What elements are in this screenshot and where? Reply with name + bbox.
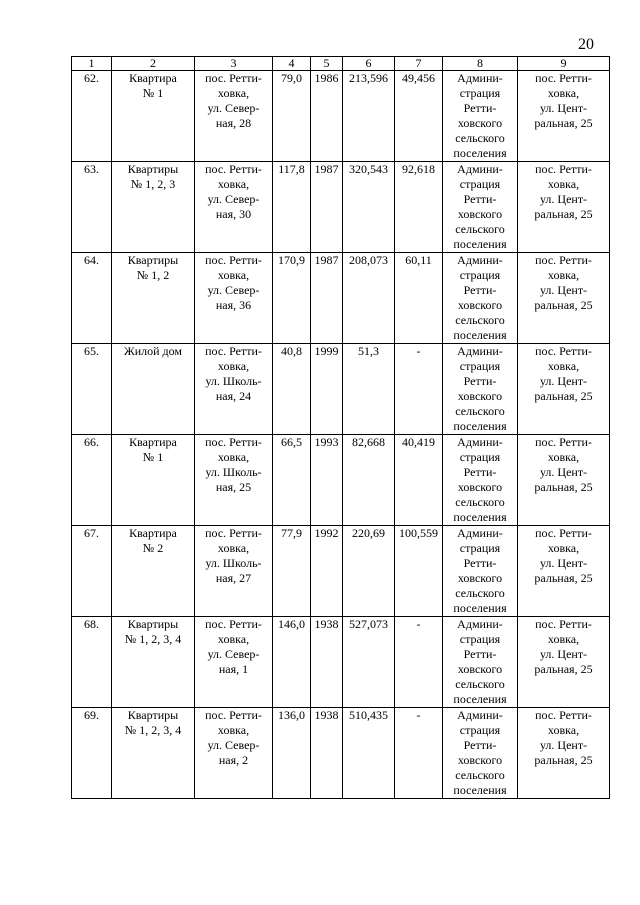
owner-cell xyxy=(443,617,518,708)
row-number-cell: 66. xyxy=(72,435,112,526)
row-number-cell: 64. xyxy=(72,253,112,344)
object-address-cell-line: ул. Школь- xyxy=(205,556,262,570)
owner-cell-line: Ретти- xyxy=(463,101,497,115)
object-address-cell-line: ховка, xyxy=(217,450,250,464)
table-row xyxy=(72,435,610,526)
owner-address-cell xyxy=(518,162,610,253)
owner-address-cell-line: ральная, 25 xyxy=(534,116,593,130)
owner-address-cell-line: ховка, xyxy=(547,86,580,100)
owner-cell-line: Ретти- xyxy=(463,192,497,206)
object-address-cell-line: ховка, xyxy=(217,632,250,646)
owner-address-cell-line: ральная, 25 xyxy=(534,480,593,494)
object-address-cell xyxy=(195,435,273,526)
owner-address-cell xyxy=(518,344,610,435)
object-name-cell-line: № 1, 2, 3, 4 xyxy=(124,723,182,737)
owner-address-cell-line: ховка, xyxy=(547,177,580,191)
owner-cell-line: сельского xyxy=(455,768,505,782)
owner-cell-line: поселения xyxy=(453,601,507,615)
column-number: 4 xyxy=(273,57,311,71)
owner-cell-line: страция xyxy=(459,177,501,191)
owner-address-cell-line: ховка, xyxy=(547,723,580,737)
column-number: 8 xyxy=(443,57,518,71)
owner-address-cell-line: пос. Ретти- xyxy=(535,708,592,722)
row-number-cell: 62. xyxy=(72,71,112,162)
object-name-cell xyxy=(112,71,195,162)
owner-cell xyxy=(443,71,518,162)
table-row xyxy=(72,162,610,253)
owner-cell-line: поселения xyxy=(453,328,507,342)
object-name-cell-line: Квартира xyxy=(129,435,177,449)
object-address-cell-line: ная, 2 xyxy=(218,753,249,767)
owner-cell-line: страция xyxy=(459,541,501,555)
table-row xyxy=(72,617,610,708)
owner-address-cell xyxy=(518,71,610,162)
object-address-cell-line: пос. Ретти- xyxy=(205,435,262,449)
area-cell: 170,9 xyxy=(273,253,311,344)
value-col7-cell: 92,618 xyxy=(395,162,443,253)
owner-address-cell-line: ул. Цент- xyxy=(539,101,588,115)
owner-address-cell xyxy=(518,708,610,799)
object-address-cell xyxy=(195,617,273,708)
owner-cell-line: страция xyxy=(459,723,501,737)
owner-address-cell-line: пос. Ретти- xyxy=(535,253,592,267)
owner-cell-line: Админи- xyxy=(457,71,503,85)
object-address-cell-line: пос. Ретти- xyxy=(205,344,262,358)
owner-address-cell-line: ральная, 25 xyxy=(534,753,593,767)
owner-cell-line: Ретти- xyxy=(463,647,497,661)
row-number-cell: 67. xyxy=(72,526,112,617)
table-row xyxy=(72,344,610,435)
value-col7-cell: - xyxy=(395,617,443,708)
owner-address-cell xyxy=(518,617,610,708)
object-name-cell-line: Квартиры xyxy=(127,617,179,631)
value-col6-cell: 213,596 xyxy=(343,71,395,162)
object-address-cell-line: ул. Север- xyxy=(207,192,260,206)
owner-cell xyxy=(443,344,518,435)
value-col7-cell: 49,456 xyxy=(395,71,443,162)
object-name-cell xyxy=(112,344,195,435)
owner-cell xyxy=(443,526,518,617)
owner-cell-line: ховского xyxy=(457,480,503,494)
year-cell: 1986 xyxy=(311,71,343,162)
owner-cell-line: Ретти- xyxy=(463,465,497,479)
owner-address-cell-line: ул. Цент- xyxy=(539,192,588,206)
value-col6-cell: 510,435 xyxy=(343,708,395,799)
object-name-cell xyxy=(112,162,195,253)
owner-cell-line: Админи- xyxy=(457,435,503,449)
owner-cell-line: Админи- xyxy=(457,344,503,358)
object-name-cell xyxy=(112,435,195,526)
object-name-cell xyxy=(112,526,195,617)
area-cell: 79,0 xyxy=(273,71,311,162)
object-name-cell-line: № 1, 2 xyxy=(136,268,170,282)
year-cell: 1993 xyxy=(311,435,343,526)
value-col7-cell: 60,11 xyxy=(395,253,443,344)
owner-address-cell xyxy=(518,253,610,344)
object-address-cell xyxy=(195,526,273,617)
owner-cell-line: Ретти- xyxy=(463,738,497,752)
value-col6-cell: 220,69 xyxy=(343,526,395,617)
value-col6-cell: 208,073 xyxy=(343,253,395,344)
owner-address-cell-line: ховка, xyxy=(547,541,580,555)
owner-cell-line: сельского xyxy=(455,222,505,236)
object-address-cell-line: ная, 28 xyxy=(215,116,252,130)
page-number: 20 xyxy=(578,36,594,53)
owner-address-cell-line: ховка, xyxy=(547,268,580,282)
owner-cell-line: сельского xyxy=(455,404,505,418)
object-address-cell-line: ховка, xyxy=(217,86,250,100)
owner-cell-line: ховского xyxy=(457,662,503,676)
year-cell: 1987 xyxy=(311,162,343,253)
area-cell: 136,0 xyxy=(273,708,311,799)
column-number: 5 xyxy=(311,57,343,71)
year-cell: 1999 xyxy=(311,344,343,435)
owner-cell-line: страция xyxy=(459,632,501,646)
owner-address-cell-line: ул. Цент- xyxy=(539,283,588,297)
column-number: 2 xyxy=(112,57,195,71)
object-address-cell-line: пос. Ретти- xyxy=(205,708,262,722)
owner-cell-line: сельского xyxy=(455,313,505,327)
row-number-cell: 68. xyxy=(72,617,112,708)
value-col6-cell: 320,543 xyxy=(343,162,395,253)
owner-cell xyxy=(443,435,518,526)
year-cell: 1992 xyxy=(311,526,343,617)
object-name-cell-line: Квартиры xyxy=(127,253,179,267)
object-address-cell-line: ул. Школь- xyxy=(205,374,262,388)
value-col6-cell: 527,073 xyxy=(343,617,395,708)
object-name-cell-line: Квартиры xyxy=(127,708,179,722)
value-col7-cell: - xyxy=(395,708,443,799)
row-number-cell: 63. xyxy=(72,162,112,253)
owner-cell-line: страция xyxy=(459,450,501,464)
owner-cell-line: сельского xyxy=(455,495,505,509)
area-cell: 66,5 xyxy=(273,435,311,526)
owner-address-cell-line: ул. Цент- xyxy=(539,465,588,479)
object-name-cell-line: Жилой дом xyxy=(123,344,183,358)
object-address-cell xyxy=(195,162,273,253)
object-name-cell xyxy=(112,617,195,708)
area-cell: 40,8 xyxy=(273,344,311,435)
owner-address-cell-line: ховка, xyxy=(547,359,580,373)
object-address-cell-line: ул. Север- xyxy=(207,101,260,115)
owner-address-cell-line: ральная, 25 xyxy=(534,207,593,221)
owner-cell-line: поселения xyxy=(453,692,507,706)
object-address-cell-line: ховка, xyxy=(217,541,250,555)
year-cell: 1938 xyxy=(311,708,343,799)
year-cell: 1987 xyxy=(311,253,343,344)
owner-address-cell-line: пос. Ретти- xyxy=(535,617,592,631)
column-number: 3 xyxy=(195,57,273,71)
owner-address-cell-line: ральная, 25 xyxy=(534,571,593,585)
owner-cell-line: Ретти- xyxy=(463,374,497,388)
object-address-cell-line: пос. Ретти- xyxy=(205,253,262,267)
object-name-cell-line: Квартира xyxy=(129,71,177,85)
owner-address-cell xyxy=(518,526,610,617)
object-name-cell xyxy=(112,708,195,799)
owner-address-cell-line: пос. Ретти- xyxy=(535,71,592,85)
column-number-row xyxy=(72,57,610,71)
owner-address-cell-line: ул. Цент- xyxy=(539,374,588,388)
owner-cell-line: Админи- xyxy=(457,617,503,631)
value-col7-cell: 40,419 xyxy=(395,435,443,526)
object-address-cell-line: ная, 25 xyxy=(215,480,252,494)
object-address-cell-line: ховка, xyxy=(217,359,250,373)
row-number-cell: 69. xyxy=(72,708,112,799)
owner-address-cell-line: ул. Цент- xyxy=(539,738,588,752)
object-name-cell-line: Квартиры xyxy=(127,162,179,176)
table-row xyxy=(72,71,610,162)
value-col7-cell: 100,559 xyxy=(395,526,443,617)
owner-cell-line: ховского xyxy=(457,571,503,585)
table-row xyxy=(72,253,610,344)
owner-cell-line: поселения xyxy=(453,237,507,251)
owner-cell-line: Админи- xyxy=(457,526,503,540)
object-address-cell-line: пос. Ретти- xyxy=(205,617,262,631)
owner-address-cell-line: ул. Цент- xyxy=(539,556,588,570)
object-address-cell xyxy=(195,344,273,435)
owner-cell-line: страция xyxy=(459,359,501,373)
year-cell: 1938 xyxy=(311,617,343,708)
owner-cell-line: Админи- xyxy=(457,708,503,722)
object-address-cell-line: ная, 30 xyxy=(215,207,252,221)
owner-address-cell-line: пос. Ретти- xyxy=(535,435,592,449)
owner-cell-line: ховского xyxy=(457,298,503,312)
owner-cell-line: Админи- xyxy=(457,162,503,176)
owner-cell-line: Админи- xyxy=(457,253,503,267)
owner-address-cell-line: пос. Ретти- xyxy=(535,162,592,176)
owner-address-cell-line: ральная, 25 xyxy=(534,389,593,403)
table-body xyxy=(72,71,610,799)
owner-address-cell-line: ул. Цент- xyxy=(539,647,588,661)
owner-cell xyxy=(443,253,518,344)
object-name-cell xyxy=(112,253,195,344)
owner-cell-line: ховского xyxy=(457,753,503,767)
object-address-cell-line: ная, 27 xyxy=(215,571,252,585)
owner-cell-line: ховского xyxy=(457,207,503,221)
column-number: 7 xyxy=(395,57,443,71)
owner-cell-line: поселения xyxy=(453,510,507,524)
owner-cell-line: Ретти- xyxy=(463,283,497,297)
owner-address-cell-line: ховка, xyxy=(547,450,580,464)
owner-cell-line: сельского xyxy=(455,586,505,600)
object-address-cell-line: ная, 1 xyxy=(218,662,249,676)
area-cell: 146,0 xyxy=(273,617,311,708)
object-address-cell-line: пос. Ретти- xyxy=(205,162,262,176)
property-registry-table xyxy=(71,56,610,799)
owner-cell-line: Ретти- xyxy=(463,556,497,570)
table-row xyxy=(72,526,610,617)
object-address-cell-line: ная, 24 xyxy=(215,389,252,403)
object-address-cell-line: ул. Север- xyxy=(207,283,260,297)
owner-cell-line: сельского xyxy=(455,677,505,691)
value-col6-cell: 51,3 xyxy=(343,344,395,435)
owner-address-cell-line: пос. Ретти- xyxy=(535,526,592,540)
object-address-cell xyxy=(195,253,273,344)
area-cell: 77,9 xyxy=(273,526,311,617)
object-address-cell-line: ная, 36 xyxy=(215,298,252,312)
owner-address-cell-line: ральная, 25 xyxy=(534,298,593,312)
object-address-cell-line: ховка, xyxy=(217,723,250,737)
object-name-cell-line: № 1, 2, 3, 4 xyxy=(124,632,182,646)
object-name-cell-line: № 1, 2, 3 xyxy=(130,177,176,191)
owner-address-cell-line: ральная, 25 xyxy=(534,662,593,676)
object-address-cell xyxy=(195,708,273,799)
owner-cell-line: поселения xyxy=(453,419,507,433)
owner-cell xyxy=(443,708,518,799)
owner-cell xyxy=(443,162,518,253)
object-address-cell-line: пос. Ретти- xyxy=(205,526,262,540)
object-name-cell-line: № 2 xyxy=(142,541,164,555)
object-address-cell-line: ул. Школь- xyxy=(205,465,262,479)
value-col6-cell: 82,668 xyxy=(343,435,395,526)
value-col7-cell: - xyxy=(395,344,443,435)
column-number: 1 xyxy=(72,57,112,71)
owner-cell-line: страция xyxy=(459,86,501,100)
object-address-cell xyxy=(195,71,273,162)
owner-address-cell xyxy=(518,435,610,526)
owner-cell-line: поселения xyxy=(453,146,507,160)
object-address-cell-line: ул. Север- xyxy=(207,647,260,661)
column-number: 6 xyxy=(343,57,395,71)
object-address-cell-line: пос. Ретти- xyxy=(205,71,262,85)
object-name-cell-line: Квартира xyxy=(129,526,177,540)
row-number-cell: 65. xyxy=(72,344,112,435)
object-name-cell-line: № 1 xyxy=(142,450,164,464)
object-address-cell-line: ховка, xyxy=(217,268,250,282)
owner-cell-line: ховского xyxy=(457,116,503,130)
owner-cell-line: сельского xyxy=(455,131,505,145)
object-address-cell-line: ул. Север- xyxy=(207,738,260,752)
column-number: 9 xyxy=(518,57,610,71)
owner-cell-line: страция xyxy=(459,268,501,282)
object-name-cell-line: № 1 xyxy=(142,86,164,100)
owner-cell-line: ховского xyxy=(457,389,503,403)
owner-cell-line: поселения xyxy=(453,783,507,797)
owner-address-cell-line: пос. Ретти- xyxy=(535,344,592,358)
table-row xyxy=(72,708,610,799)
area-cell: 117,8 xyxy=(273,162,311,253)
owner-address-cell-line: ховка, xyxy=(547,632,580,646)
object-address-cell-line: ховка, xyxy=(217,177,250,191)
